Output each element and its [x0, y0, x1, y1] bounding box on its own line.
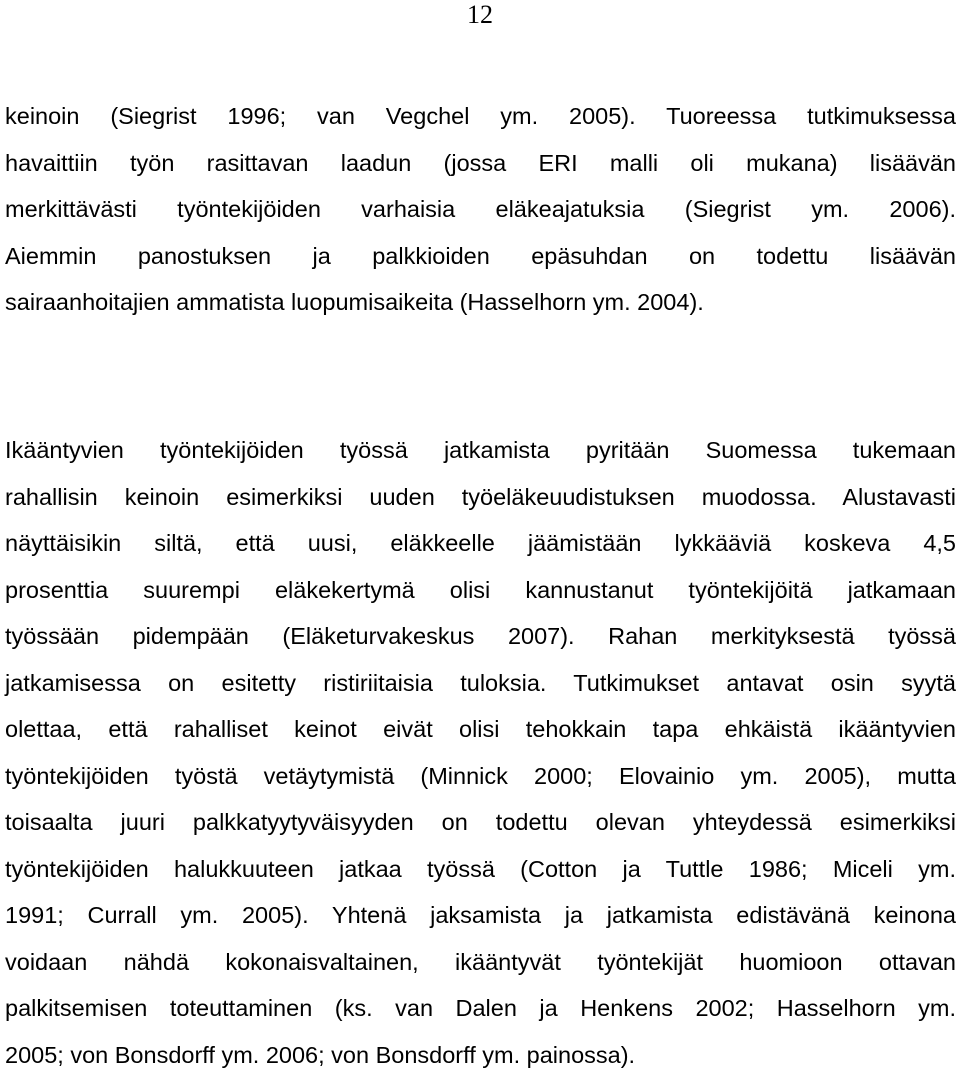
text-line: 2005; von Bonsdorff ym. 2006; von Bonsdorff ym. painossa).	[5, 1032, 956, 1078]
text-line: näyttäisikin siltä, että uusi, eläkkeelle jäämistään lykkääviä koskeva 4,5	[5, 520, 956, 567]
paragraph-1	[5, 93, 956, 326]
text-line: merkittävästi työntekijöiden varhaisia eläkeajatuksia (Siegrist ym. 2006).	[5, 186, 956, 233]
text-line: keinoin (Siegrist 1996; van Vegchel ym. 2005). Tuoreessa tutkimuksessa	[5, 93, 956, 140]
text-line: palkitsemisen toteuttaminen (ks. van Dalen ja Henkens 2002; Hasselhorn ym.	[5, 985, 956, 1032]
page-number: 12	[0, 0, 960, 30]
text-line: voidaan nähdä kokonaisvaltainen, ikääntyvät työntekijät huomioon ottavan	[5, 939, 956, 986]
text-line: Ikääntyvien työntekijöiden työssä jatkamista pyritään Suomessa tukemaan	[5, 427, 956, 474]
text-line: sairaanhoitajien ammatista luopumisaikeita (Hasselhorn ym. 2004).	[5, 279, 956, 326]
text-line: työntekijöiden halukkuuteen jatkaa työssä (Cotton ja Tuttle 1986; Miceli ym.	[5, 846, 956, 893]
text-line: työntekijöiden työstä vetäytymistä (Minnick 2000; Elovainio ym. 2005), mutta	[5, 753, 956, 800]
text-line: työssään pidempään (Eläketurvakeskus 2007). Rahan merkityksestä työssä	[5, 613, 956, 660]
text-line: havaittiin työn rasittavan laadun (jossa ERI malli oli mukana) lisäävän	[5, 140, 956, 187]
text-line: 1991; Currall ym. 2005). Yhtenä jaksamista ja jatkamista edistävänä keinona	[5, 892, 956, 939]
text-line: toisaalta juuri palkkatyytyväisyyden on todettu olevan yhteydessä esimerkiksi	[5, 799, 956, 846]
text-line: jatkamisessa on esitetty ristiriitaisia tuloksia. Tutkimukset antavat osin syytä	[5, 660, 956, 707]
text-line: olettaa, että rahalliset keinot eivät olisi tehokkain tapa ehkäistä ikääntyvien	[5, 706, 956, 753]
text-line: rahallisin keinoin esimerkiksi uuden työeläkeuudistuksen muodossa. Alustavasti	[5, 474, 956, 521]
paragraph-2	[5, 427, 956, 1078]
text-line: prosenttia suurempi eläkekertymä olisi kannustanut työntekijöitä jatkamaan	[5, 567, 956, 614]
text-line: Aiemmin panostuksen ja palkkioiden epäsuhdan on todettu lisäävän	[5, 233, 956, 280]
